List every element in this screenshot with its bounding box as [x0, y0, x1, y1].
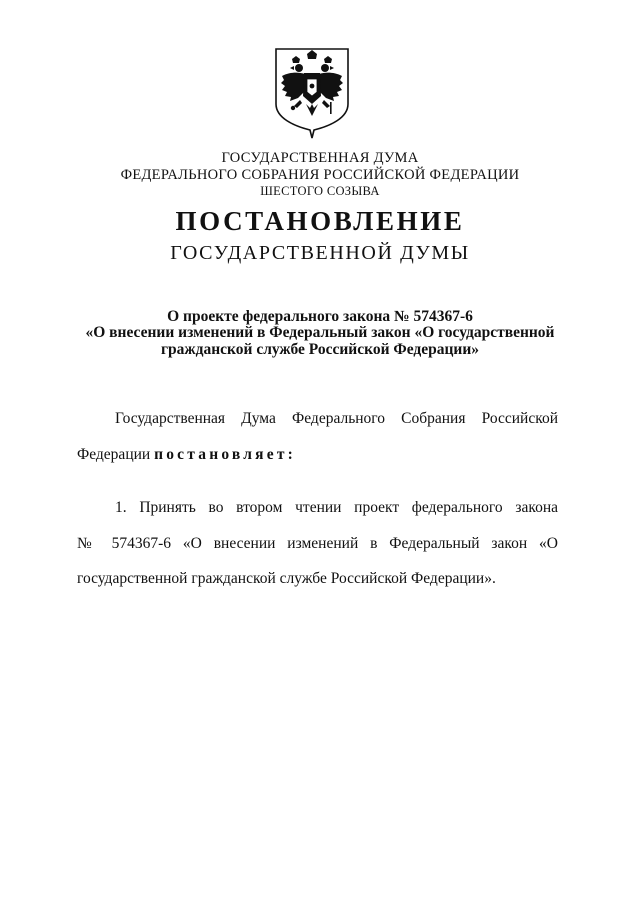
document-type-subheading: ГОСУДАРСТВЕННОЙ ДУМЫ	[170, 242, 470, 264]
item-1-line-2: № 574367-6 «О внесении изменений в Федеральный закон «О	[77, 535, 558, 552]
organization-name-line-1: ГОСУДАРСТВЕННАЯ ДУМА	[221, 150, 419, 166]
coat-of-arms-icon	[272, 46, 352, 140]
document-title-line-2: «О внесении изменений в Федеральный закон «О государственной	[85, 324, 555, 341]
preamble-line-1: Государственная Дума Федерального Собрания Российской	[115, 410, 558, 427]
convocation-line: ШЕСТОГО СОЗЫВА	[260, 184, 380, 198]
organization-name-line-2: ФЕДЕРАЛЬНОГО СОБРАНИЯ РОССИЙСКОЙ ФЕДЕРАЦИИ	[120, 167, 520, 183]
preamble-line-2-text: Федерации	[77, 446, 155, 463]
document-type-heading: ПОСТАНОВЛЕНИЕ	[175, 206, 465, 236]
item-1-line-3: государственной гражданской службе Российской Федерации».	[77, 570, 496, 587]
item-1-line-1: 1. Принять во втором чтении проект федерального закона	[115, 499, 558, 516]
document-title-line-1: О проекте федерального закона № 574367-6	[167, 308, 473, 325]
document-title-line-3: гражданской службе Российской Федерации»	[160, 341, 480, 358]
preamble-line-2	[77, 446, 558, 464]
resolution-verb: постановляет:	[154, 446, 296, 463]
